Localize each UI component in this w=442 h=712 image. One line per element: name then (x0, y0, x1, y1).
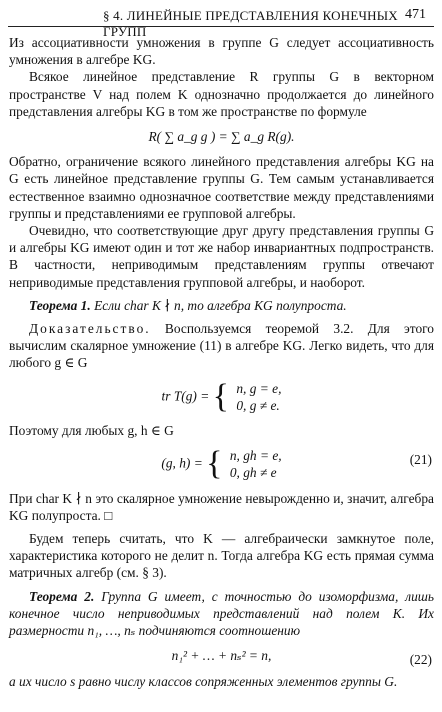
equation-extension: R( ∑ a_g g ) = ∑ a_g R(g). (148, 129, 295, 145)
theorem-2-statement: Группа G имеет, с точностью до изоморфизма, лишь конечное число неприводимых представлений над полем K. Их размерности n₁, …, nₛ подчиняются соотношению (9, 588, 434, 639)
theorem-2-heading: Теорема 2. (29, 588, 95, 604)
theorem-2 (9, 588, 434, 640)
theorem-2-conclusion: а их число s равно числу классов сопряженных элементов группы G. (9, 673, 398, 689)
equation-scalar-product (9, 447, 434, 481)
proof-label: Доказательство. (29, 321, 151, 337)
paragraph-associativity: Из ассоциативности умножения в группе G следует ассоциативность умножения в алгебре KG. (9, 35, 434, 68)
theorem-1-heading: Теорема 1. (29, 297, 91, 313)
page-body (9, 34, 434, 690)
trace-case-2: 0, g ≠ e. (236, 397, 280, 413)
scalar-case-2: 0, gh ≠ e (229, 465, 277, 481)
paragraph-extension: Всякое линейное представление R группы G в векторном пространстве V над полем K однозначно продолжается до линейного представления алгебры KG в том же пространстве по формуле (9, 69, 434, 119)
proof-text: Воспользуемся теоремой 3.2. Для этого вычислим скалярное умножение (11) в алгебре KG. Легко видеть, что для любого g ∈ G (9, 321, 434, 371)
equation-number-21: (21) (409, 452, 432, 468)
paragraph-algebraically-closed: Будем теперь считать, что K — алгебраически замкнутое поле, характеристика которого не делит n. Тогда алгебра KG есть прямая сумма матричных алгебр (см. § 3). (9, 531, 434, 581)
paragraph-restriction: Обратно, ограничение всякого линейного представления алгебры KG на G есть линейное представление группы G. Тем самым устанавливается естественное взаимно однозначное соответствие между представлениями группы и представлениями ее групповой алгебры. (9, 154, 434, 221)
equation-trace (9, 377, 434, 415)
paragraph-therefore: Поэтому для любых g, h ∈ G (9, 423, 174, 439)
paragraph-nondegenerate: При char K ∤ n это скалярное умножение невырожденно и, значит, алгебра KG полупроста. □ (9, 490, 434, 523)
equation-scalar-cases (230, 447, 282, 481)
running-header (8, 4, 434, 39)
paragraph-invariant-subspaces: Очевидно, что соответствующие друг другу представления группы G и алгебры KG имеют один и тот же набор инвариантных подпространств. В частности, неприводимым представлениям группы отвечают неприводимые представления групповой алгебры, и наоборот. (9, 223, 434, 290)
trace-case-1: n, g = e, (236, 380, 282, 396)
equation-trace-left: tr T(g) = (161, 387, 210, 403)
equation-scalar-left: (g, h) = (161, 455, 203, 471)
section-title: § 4. ЛИНЕЙНЫЕ ПРЕДСТАВЛЕНИЯ КОНЕЧНЫХ ГРУПП (103, 8, 398, 39)
page-number: 471 (405, 7, 426, 22)
theorem-1-statement: Если char K ∤ n, то алгебра KG полупроста. (94, 297, 347, 313)
theorem-1 (9, 297, 434, 314)
equation-dimensions (9, 647, 434, 668)
equation-dimensions-formula: n₁² + … + nₛ² = n, (171, 648, 272, 664)
equation-number-22: (22) (409, 652, 432, 668)
left-brace-icon: { (212, 377, 229, 415)
equation-trace-cases (236, 380, 281, 414)
scalar-case-1: n, gh = e, (229, 448, 282, 464)
left-brace-icon: { (206, 445, 223, 483)
proof-paragraph (9, 320, 434, 372)
